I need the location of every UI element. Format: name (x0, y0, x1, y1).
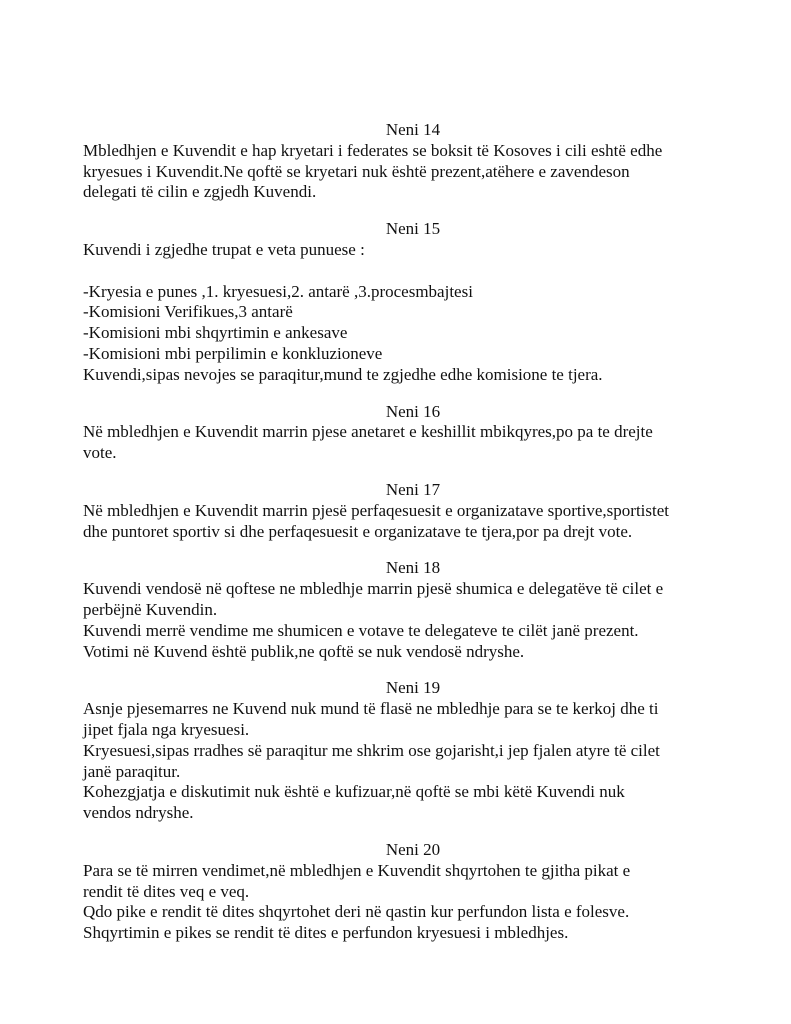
article-line: Asnje pjesemarres ne Kuvend nuk mund të flasë ne mbledhje para se te kerkoj dhe ti (83, 699, 659, 719)
article-line: Kuvendi,sipas nevojes se paraqitur,mund te zgjedhe edhe komisione te tjera. (83, 364, 603, 384)
article-neni-19 (83, 678, 743, 824)
article-line: Kuvendi i zgjedhe trupat e veta punuese : (83, 239, 365, 259)
article-title: Neni 17 (385, 479, 441, 499)
article-line: delegati të cilin e zgjedh Kuvendi. (83, 182, 317, 202)
article-line: Shqyrtimin e pikes se rendit të dites e perfundon kryesuesi i mbledhjes. (83, 923, 569, 943)
article-line: Kuvendi merrë vendime me shumicen e votave te delegateve te cilët janë prezent. (83, 620, 639, 640)
list-item: -Komisioni mbi shqyrtimin e ankesave (83, 323, 348, 343)
article-line: Para se të mirren vendimet,në mbledhjen e Kuvendit shqyrtohen te gjitha pikat e (83, 860, 631, 880)
article-line: kryesues i Kuvendit.Ne qoftë se kryetari nuk është prezent,atëhere e zavendeson (83, 161, 630, 181)
list-item: -Komisioni mbi perpilimin e konkluzioneve (83, 343, 383, 363)
article-line: Kryesuesi,sipas rradhes së paraqitur me shkrim ose gojarisht,i jep fjalen atyre të cilet (83, 740, 660, 760)
article-neni-15 (83, 219, 743, 385)
article-line: Kohezgjatja e diskutimit nuk është e kufizuar,në qoftë se mbi këtë Kuvendi nuk (83, 782, 625, 802)
article-line: rendit të dites veq e veq. (83, 881, 250, 901)
article-neni-14 (83, 120, 743, 203)
article-title: Neni 19 (385, 678, 441, 698)
article-neni-18 (83, 558, 743, 662)
article-neni-20 (83, 840, 743, 944)
article-line: vendos ndryshe. (83, 803, 194, 823)
article-neni-16 (83, 402, 743, 464)
article-line: Në mbledhjen e Kuvendit marrin pjese anetaret e keshillit mbikqyres,po pa te drejte (83, 422, 653, 442)
article-title: Neni 18 (385, 558, 441, 578)
article-line: Mbledhjen e Kuvendit e hap kryetari i federates se boksit të Kosoves i cili eshtë edhe (83, 140, 663, 160)
article-line: janë paraqitur. (83, 761, 181, 781)
article-line: vote. (83, 443, 117, 463)
article-title: Neni 15 (385, 219, 441, 239)
article-line: perbëjnë Kuvendin. (83, 599, 218, 619)
article-line: jipet fjala nga kryesuesi. (83, 719, 250, 739)
article-neni-17 (83, 480, 743, 542)
article-line: Qdo pike e rendit të dites shqyrtohet deri në qastin kur perfundon lista e folesve. (83, 902, 630, 922)
blank-line (83, 261, 743, 282)
list-item: -Komisioni Verifikues,3 antarë (83, 302, 293, 322)
list-item: -Kryesia e punes ,1. kryesuesi,2. antarë ,3.procesmbajtesi (83, 281, 473, 301)
article-title: Neni 14 (385, 120, 441, 139)
article-line: dhe puntoret sportiv si dhe perfaqesuesit e organizatave te tjera,por pa drejt vote. (83, 521, 633, 541)
article-line: Në mbledhjen e Kuvendit marrin pjesë perfaqesuesit e organizatave sportive,sportistet (83, 500, 669, 520)
article-line: Votimi në Kuvend është publik,ne qoftë se nuk vendosë ndryshe. (83, 641, 525, 661)
article-title: Neni 16 (385, 401, 441, 421)
article-title: Neni 20 (385, 839, 441, 859)
document-page (83, 120, 743, 960)
article-line: Kuvendi vendosë në qoftese ne mbledhje marrin pjesë shumica e delegatëve të cilet e (83, 579, 664, 599)
